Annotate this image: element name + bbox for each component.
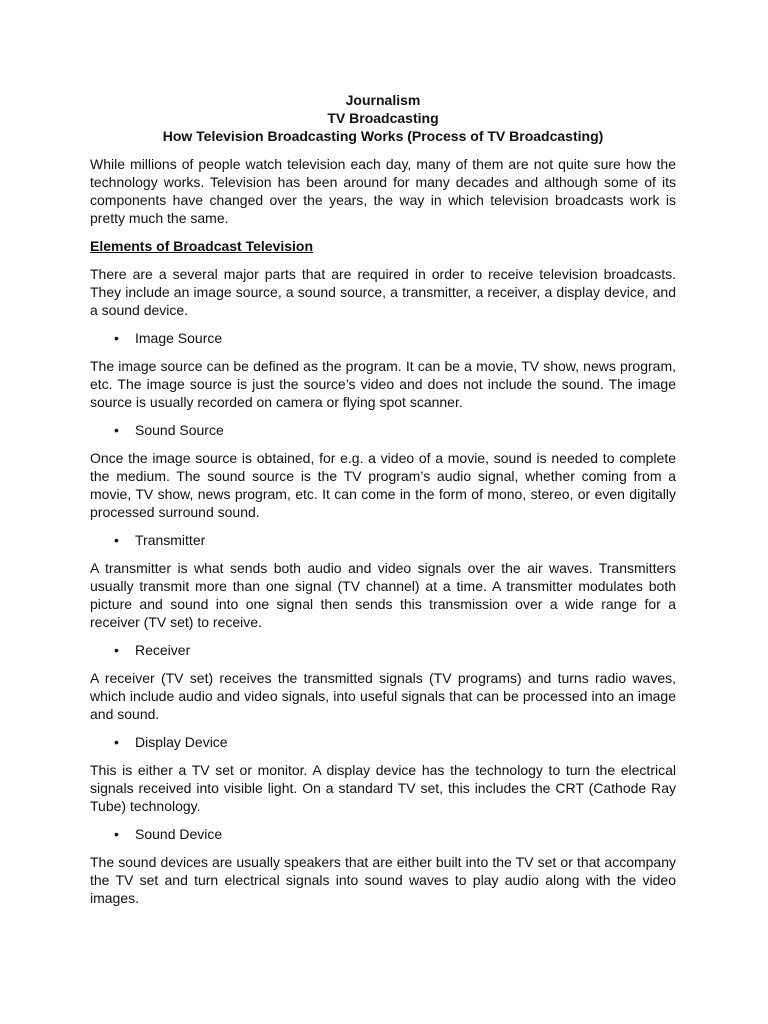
transmitter-paragraph: A transmitter is what sends both audio and video signals over the air waves. Transmitters usually transmit more than one signal (TV channel) at a time. A transmitter modulates both picture and sound into one signal then sends this transmission over a wide range for a receiver (TV set) to receive. [90, 560, 676, 630]
subject-title: Journalism [345, 92, 421, 108]
bullet-label: Sound Source [135, 422, 224, 438]
section-intro-paragraph: There are a several major parts that are required in order to receive television broadcasts. They include an image source, a sound source, a transmitter, a receiver, a display device, and a sound device. [90, 266, 676, 318]
bullet-item-display-device [90, 733, 676, 751]
bullet-item-image-source [90, 329, 676, 347]
bullet-icon: • [114, 642, 119, 658]
section-heading: Elements of Broadcast Television [90, 238, 314, 254]
bullet-item-receiver [90, 641, 676, 659]
bullet-icon: • [114, 826, 119, 842]
topic-title: TV Broadcasting [327, 110, 439, 126]
document-title: How Television Broadcasting Works (Process of TV Broadcasting) [162, 128, 604, 144]
display-device-paragraph: This is either a TV set or monitor. A display device has the technology to turn the electrical signals received into visible light. On a standard TV set, this includes the CRT (Cathode Ray Tube) technology. [90, 762, 676, 814]
bullet-label: Image Source [135, 330, 223, 346]
bullet-item-sound-source [90, 421, 676, 439]
sound-source-paragraph: Once the image source is obtained, for e.g. a video of a movie, sound is needed to complete the medium. The sound source is the TV program’s audio signal, whether coming from a movie, TV show, news program, etc. It can come in the form of mono, stereo, or even digitally processed surround sound. [90, 450, 676, 520]
bullet-icon: • [114, 532, 119, 548]
bullet-item-sound-device [90, 825, 676, 843]
bullet-label: Transmitter [135, 532, 206, 548]
bullet-label: Receiver [135, 642, 191, 658]
bullet-icon: • [114, 330, 119, 346]
bullet-label: Display Device [135, 734, 228, 750]
bullet-item-transmitter [90, 531, 676, 549]
image-source-paragraph: The image source can be defined as the program. It can be a movie, TV show, news program, etc. The image source is just the source’s video and does not include the sound. The image source is usually recorded on camera or flying spot scanner. [90, 358, 676, 410]
bullet-icon: • [114, 734, 119, 750]
title-block [90, 91, 676, 145]
receiver-paragraph: A receiver (TV set) receives the transmitted signals (TV programs) and turns radio waves, which include audio and video signals, into useful signals that can be processed into an image and sound. [90, 670, 676, 722]
bullet-label: Sound Device [135, 826, 223, 842]
sound-device-paragraph: The sound devices are usually speakers that are either built into the TV set or that accompany the TV set and turn electrical signals into sound waves to play audio along with the video images. [90, 854, 676, 906]
bullet-icon: • [114, 422, 119, 438]
intro-paragraph: While millions of people watch television each day, many of them are not quite sure how the technology works. Television has been around for many decades and although some of its components have changed over the years, the way in which television broadcasts work is pretty much the same. [90, 156, 676, 226]
document-page [90, 91, 676, 917]
